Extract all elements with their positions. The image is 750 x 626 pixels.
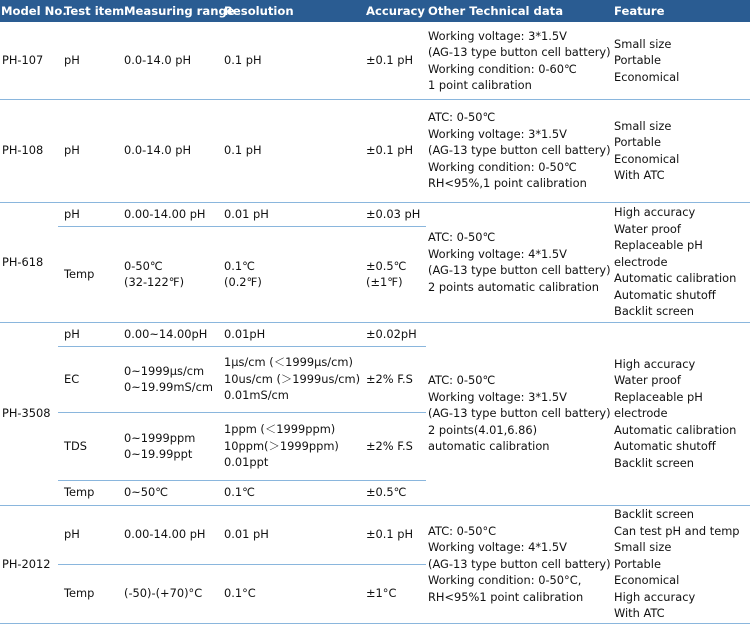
measuring-range: 0.0-14.0 pH xyxy=(124,53,192,68)
technical-data: ATC: 0-50℃ Working voltage: 3*1.5V (AG-13 type button cell battery) Working condition: 0-50℃ RH<95%,1 point calibration xyxy=(428,110,611,191)
group-divider xyxy=(0,322,750,323)
resolution: 1ppm (＜1999ppm) 10ppm(＞1999ppm) 0.01ppt xyxy=(224,422,339,470)
resolution: 0.1°C xyxy=(224,586,256,601)
technical-data: ATC: 0-50℃ Working voltage: 3*1.5V (AG-13 type button cell battery) 2 points(4.01,6.86) automatic calibration xyxy=(428,373,611,454)
model-number: PH-618 xyxy=(2,254,44,269)
accuracy: ±0.1 pH xyxy=(366,143,414,158)
accuracy: ±0.5℃ (±1℉) xyxy=(366,258,407,289)
accuracy: ±0.03 pH xyxy=(366,206,421,221)
accuracy: ±0.1 pH xyxy=(366,527,414,542)
model-number: PH-107 xyxy=(2,53,44,68)
measuring-range: 0~1999μs/cm 0~19.99mS/cm xyxy=(124,363,213,394)
row-divider xyxy=(58,226,426,227)
feature-list: Backlit screen Can test pH and temp Small size Portable Economical High accuracy With ATC xyxy=(614,507,740,621)
test-item: TDS xyxy=(64,438,87,453)
test-item: pH xyxy=(64,326,80,341)
row-divider xyxy=(58,480,426,481)
accuracy: ±1°C xyxy=(366,586,397,601)
accuracy: ±0.02pH xyxy=(366,326,417,341)
measuring-range: 0~1999ppm 0~19.99ppt xyxy=(124,430,196,461)
model-number: PH-2012 xyxy=(2,556,51,571)
group-divider xyxy=(0,202,750,203)
accuracy: ±0.1 pH xyxy=(366,53,414,68)
accuracy: ±2% F.S xyxy=(366,438,413,453)
feature-list: High accuracy Water proof Replaceable pH electrode Automatic calibration Automatic shutoff Backlit screen xyxy=(614,205,737,319)
accuracy: ±2% F.S xyxy=(366,371,413,386)
header-feature: Feature xyxy=(614,4,665,18)
model-number: PH-108 xyxy=(2,143,44,158)
measuring-range: 0.00-14.00 pH xyxy=(124,527,206,542)
table-header xyxy=(0,0,750,22)
test-item: Temp xyxy=(64,586,95,601)
test-item: pH xyxy=(64,206,80,221)
measuring-range: 0.00-14.00 pH xyxy=(124,206,206,221)
resolution: 0.01 pH xyxy=(224,206,269,221)
accuracy: ±0.5℃ xyxy=(366,485,407,500)
group-divider xyxy=(0,99,750,100)
technical-data: ATC: 0-50°C Working voltage: 4*1.5V (AG-13 type button cell battery) Working condition: 0-50°C, RH<95%1 point calibration xyxy=(428,523,611,604)
test-item: Temp xyxy=(64,266,95,281)
header-accuracy: Accuracy xyxy=(366,4,425,18)
feature-list: High accuracy Water proof Replaceable pH electrode Automatic calibration Automatic shutoff Backlit screen xyxy=(614,356,737,470)
test-item: pH xyxy=(64,53,80,68)
feature-list: Small size Portable Economical With ATC xyxy=(614,118,680,182)
measuring-range: 0.0-14.0 pH xyxy=(124,143,192,158)
resolution: 1μs/cm (＜1999μs/cm) 10us/cm (＞1999us/cm) 0.01mS/cm xyxy=(224,355,361,403)
resolution: 0.1℃ (0.2℉) xyxy=(224,258,262,289)
row-divider xyxy=(58,412,426,413)
model-number: PH-3508 xyxy=(2,406,51,421)
measuring-range: (-50)-(+70)°C xyxy=(124,586,203,601)
row-divider xyxy=(58,564,426,565)
test-item: EC xyxy=(64,371,80,386)
header-resolution: Resolution xyxy=(224,4,294,18)
resolution: 0.01 pH xyxy=(224,527,269,542)
test-item: pH xyxy=(64,143,80,158)
measuring-range: 0.00~14.00pH xyxy=(124,326,208,341)
measuring-range: 0-50℃ (32-122℉) xyxy=(124,258,185,289)
measuring-range: 0~50℃ xyxy=(124,485,169,500)
header-model: Model No. xyxy=(1,4,67,18)
resolution: 0.1℃ xyxy=(224,485,255,500)
test-item: Temp xyxy=(64,485,95,500)
resolution: 0.1 pH xyxy=(224,143,262,158)
group-divider xyxy=(0,623,750,624)
header-measuring-range: Measuring range xyxy=(124,4,235,18)
resolution: 0.01pH xyxy=(224,326,266,341)
header-technical: Other Technical data xyxy=(428,4,564,18)
row-divider xyxy=(58,346,426,347)
feature-list: Small size Portable Economical xyxy=(614,36,680,84)
test-item: pH xyxy=(64,527,80,542)
resolution: 0.1 pH xyxy=(224,53,262,68)
header-test-item: Test item xyxy=(64,4,125,18)
technical-data: Working voltage: 3*1.5V (AG-13 type button cell battery) Working condition: 0-60℃ 1 point calibration xyxy=(428,28,611,92)
technical-data: ATC: 0-50℃ Working voltage: 4*1.5V (AG-13 type button cell battery) 2 points automatic calibration xyxy=(428,230,611,294)
